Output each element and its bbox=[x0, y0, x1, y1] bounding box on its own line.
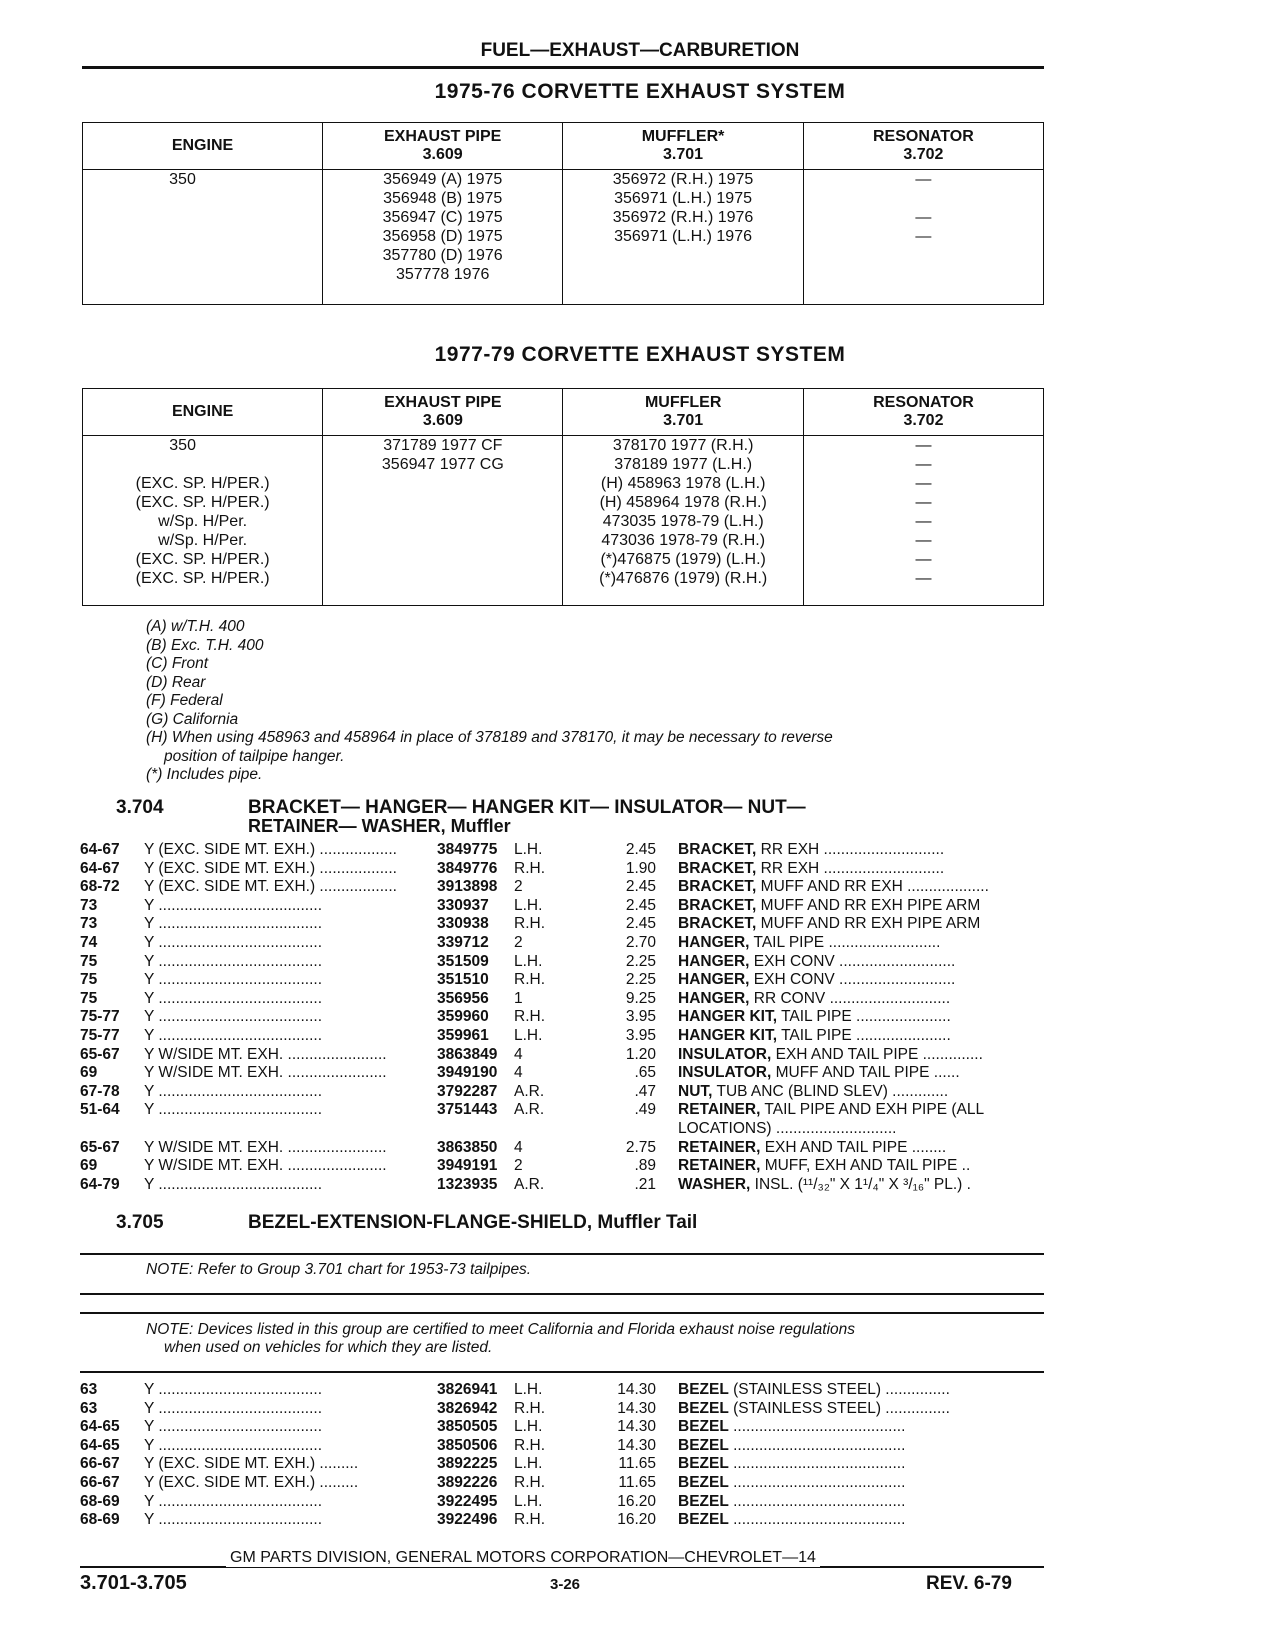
part-name bbox=[678, 933, 1043, 952]
part-row bbox=[0, 1417, 1280, 1436]
part-name-key: BEZEL bbox=[678, 1511, 729, 1529]
part-price: .47 bbox=[634, 1082, 656, 1100]
part-number: 3826941 bbox=[437, 1381, 498, 1398]
part-number: 3792287 bbox=[437, 1082, 498, 1100]
part-name-key: BEZEL bbox=[678, 1455, 729, 1473]
part-row bbox=[0, 1156, 1280, 1175]
footnote: (C) Front bbox=[146, 655, 208, 672]
part-description: Y ...................................... bbox=[144, 1418, 323, 1436]
note-certified-2: when used on vehicles for which they are listed. bbox=[164, 1339, 493, 1356]
table1-engine-col: 350 bbox=[83, 170, 323, 305]
part-name-key: HANGER, bbox=[678, 989, 750, 1007]
group-3705-number: 3.705 bbox=[116, 1212, 164, 1233]
part-number: 359960 bbox=[437, 1008, 489, 1026]
part-description: Y (EXC. SIDE MT. EXH.) ......... bbox=[144, 1474, 359, 1491]
part-row bbox=[0, 1175, 1280, 1194]
footnote: (A) w/T.H. 400 bbox=[146, 618, 245, 635]
part-quantity: R.H. bbox=[514, 1008, 545, 1026]
part-year: 65-67 bbox=[80, 1045, 120, 1063]
table1-title: 1975-76 CORVETTE EXHAUST SYSTEM bbox=[434, 80, 846, 103]
part-year: 68-69 bbox=[80, 1511, 120, 1529]
part-description: Y (EXC. SIDE MT. EXH.) .................. bbox=[144, 878, 397, 896]
part-row bbox=[0, 1100, 1280, 1119]
table1-muffler-col: 356972 (R.H.) 1975 356971 (L.H.) 1975 356972 (R.H.) 1976 356971 (L.H.) 1976 bbox=[563, 170, 803, 305]
part-description: Y (EXC. SIDE MT. EXH.) ......... bbox=[144, 1455, 359, 1473]
part-name-detail: RR CONV ............................ bbox=[749, 989, 951, 1007]
part-year: 75-77 bbox=[80, 1008, 120, 1026]
part-name-detail: RR EXH ............................ bbox=[756, 859, 945, 877]
part-number: 3849775 bbox=[437, 841, 498, 858]
part-year: 75-77 bbox=[80, 1027, 120, 1044]
table2-title: 1977-79 CORVETTE EXHAUST SYSTEM bbox=[434, 343, 846, 366]
part-year: 66-67 bbox=[80, 1455, 120, 1473]
part-row bbox=[0, 840, 1280, 859]
part-row bbox=[0, 1138, 1280, 1157]
part-name-detail: MUFF AND RR EXH PIPE ARM bbox=[756, 896, 981, 914]
part-quantity: A.R. bbox=[514, 1101, 545, 1119]
part-number: 3826942 bbox=[437, 1399, 498, 1417]
header-rule bbox=[82, 66, 1044, 69]
part-name-detail: ........................................ bbox=[728, 1511, 906, 1529]
part-quantity: R.H. bbox=[514, 859, 545, 877]
part-row bbox=[0, 1380, 1280, 1399]
part-price: .49 bbox=[634, 1101, 656, 1119]
part-quantity: 2 bbox=[514, 1157, 523, 1175]
part-quantity: L.H. bbox=[514, 896, 543, 914]
part-number: 3849776 bbox=[437, 859, 498, 877]
note-certified-1: NOTE: Devices listed in this group are certified to meet California and Florida exhaust noise regulations bbox=[146, 1321, 856, 1338]
part-price: .65 bbox=[634, 1064, 656, 1082]
part-price: 2.25 bbox=[625, 971, 656, 989]
part-name-key: BEZEL bbox=[678, 1418, 729, 1436]
part-name-detail: EXH AND TAIL PIPE .............. bbox=[771, 1045, 983, 1063]
part-quantity: R.H. bbox=[514, 1436, 545, 1454]
part-name bbox=[678, 1082, 1043, 1101]
part-name bbox=[678, 989, 1043, 1008]
part-row bbox=[0, 989, 1280, 1008]
part-year: 64-79 bbox=[80, 1175, 120, 1193]
part-price: .89 bbox=[634, 1157, 656, 1175]
part-quantity: L.H. bbox=[514, 1381, 543, 1398]
part-description: Y ...................................... bbox=[144, 1399, 323, 1417]
part-name bbox=[678, 914, 1043, 933]
part-name-detail: (STAINLESS STEEL) ............... bbox=[728, 1381, 950, 1398]
part-quantity: 4 bbox=[514, 1064, 523, 1082]
note1-rule-bottom bbox=[80, 1293, 1044, 1295]
part-description: Y ...................................... bbox=[144, 915, 323, 933]
part-quantity: R.H. bbox=[514, 915, 545, 933]
part-year: 63 bbox=[80, 1381, 98, 1398]
part-price: 14.30 bbox=[617, 1399, 656, 1417]
part-name-detail: EXH AND TAIL PIPE ........ bbox=[760, 1138, 947, 1156]
part-row bbox=[0, 1007, 1280, 1026]
part-name bbox=[678, 1417, 1043, 1436]
part-name-key: BRACKET, bbox=[678, 896, 757, 914]
part-quantity: 4 bbox=[514, 1138, 523, 1156]
part-year: 74 bbox=[80, 934, 98, 951]
part-price: 2.75 bbox=[625, 1138, 656, 1156]
part-description: Y ...................................... bbox=[144, 1436, 323, 1454]
part-description: Y W/SIDE MT. EXH. ....................... bbox=[144, 1045, 387, 1063]
part-name-key: INSULATOR, bbox=[678, 1045, 772, 1063]
footer-range: 3.701-3.705 bbox=[80, 1572, 187, 1594]
part-number: 3922495 bbox=[437, 1492, 498, 1510]
part-row bbox=[0, 1045, 1280, 1064]
part-quantity: L.H. bbox=[514, 1027, 543, 1044]
table1 bbox=[82, 122, 1044, 305]
footnote: (B) Exc. T.H. 400 bbox=[146, 636, 264, 654]
part-number: 3863849 bbox=[437, 1045, 498, 1063]
part-name-detail: EXH CONV ........................... bbox=[749, 971, 956, 989]
part-price: .21 bbox=[634, 1175, 656, 1193]
part-price: 11.65 bbox=[618, 1455, 656, 1473]
part-name-detail: ........................................ bbox=[728, 1418, 906, 1436]
part-price: 14.30 bbox=[617, 1381, 656, 1398]
part-number: 3913898 bbox=[437, 878, 498, 896]
part-name-detail: TAIL PIPE .......................... bbox=[749, 934, 941, 951]
part-number: 3949191 bbox=[437, 1157, 498, 1175]
part-year: 75 bbox=[80, 952, 98, 970]
part-name-key: WASHER, bbox=[678, 1175, 751, 1193]
part-name-key: RETAINER, bbox=[678, 1101, 761, 1119]
part-row bbox=[0, 1436, 1280, 1455]
part-quantity: L.H. bbox=[514, 1455, 543, 1473]
part-quantity: A.R. bbox=[514, 1175, 545, 1193]
part-name bbox=[678, 970, 1043, 989]
part-number: 3892226 bbox=[437, 1474, 498, 1491]
part-year: 75 bbox=[80, 971, 98, 989]
table2-muffler-col: 378170 1977 (R.H.) 378189 1977 (L.H.) (H) 458963 1978 (L.H.) (H) 458964 1978 (R.H.) 473035 1978-79 (L.H.) 473036 1978-79 (R.H.) (*)476875 (1979) (L.H.) (*)476876 (1979) (R.H.) bbox=[563, 436, 804, 606]
part-name-detail: TUB ANC (BLIND SLEV) ............. bbox=[712, 1082, 949, 1100]
part-name-detail: TAIL PIPE AND EXH PIPE (ALL bbox=[760, 1101, 985, 1119]
part-name-key: BEZEL bbox=[678, 1492, 729, 1510]
part-name-detail: INSL. (¹¹/₃₂" X 1¹/₄" X ³/₁₆" PL.) . bbox=[750, 1175, 971, 1193]
table1-header-muffler: MUFFLER* 3.701 bbox=[563, 123, 803, 170]
part-name-detail: MUFF AND RR EXH ................... bbox=[756, 878, 989, 896]
part-name-key: BEZEL bbox=[678, 1436, 729, 1454]
part-description: Y ...................................... bbox=[144, 1511, 323, 1529]
part-year: 63 bbox=[80, 1399, 98, 1417]
part-price: 2.45 bbox=[625, 841, 656, 858]
part-row bbox=[0, 952, 1280, 971]
part-description: Y ...................................... bbox=[144, 1101, 323, 1119]
part-name bbox=[678, 1156, 1043, 1175]
part-name-key: HANGER, bbox=[678, 952, 750, 970]
part-quantity: R.H. bbox=[514, 1399, 545, 1417]
part-name-key: HANGER, bbox=[678, 971, 750, 989]
part-name-key: BRACKET, bbox=[678, 841, 757, 858]
part-description: Y (EXC. SIDE MT. EXH.) .................. bbox=[144, 841, 397, 858]
part-row bbox=[0, 1063, 1280, 1082]
part-quantity: 2 bbox=[514, 878, 523, 896]
part-quantity: 1 bbox=[514, 989, 523, 1007]
part-name-detail: EXH CONV ........................... bbox=[749, 952, 956, 970]
part-description: Y ...................................... bbox=[144, 1492, 323, 1510]
part-description: Y ...................................... bbox=[144, 952, 323, 970]
part-name-detail: TAIL PIPE ...................... bbox=[777, 1008, 951, 1026]
table1-header-engine: ENGINE bbox=[83, 123, 323, 170]
part-name-detail: ........................................ bbox=[728, 1455, 906, 1473]
part-name bbox=[678, 1026, 1043, 1045]
part-name-key: HANGER, bbox=[678, 934, 750, 951]
note2-rule-bottom bbox=[80, 1371, 1044, 1373]
footer-rev: REV. 6-79 bbox=[926, 1573, 1012, 1594]
part-quantity: L.H. bbox=[514, 1492, 543, 1510]
group-3705-title: BEZEL-EXTENSION-FLANGE-SHIELD, Muffler Tail bbox=[248, 1212, 698, 1233]
part-row bbox=[0, 1399, 1280, 1418]
part-price: 1.90 bbox=[625, 859, 656, 877]
table2-engine-col: 350 (EXC. SP. H/PER.) (EXC. SP. H/PER.) w/Sp. H/Per. w/Sp. H/Per. (EXC. SP. H/PER.) (EXC. SP. H/PER.) bbox=[83, 436, 323, 606]
table2-header-resonator: RESONATOR 3.702 bbox=[803, 389, 1043, 436]
part-year: 64-67 bbox=[80, 841, 120, 858]
footer-page: 3-26 bbox=[550, 1576, 581, 1593]
part-name-key: BRACKET, bbox=[678, 859, 757, 877]
part-number: 3949190 bbox=[437, 1064, 498, 1082]
part-name-key: BRACKET, bbox=[678, 915, 757, 933]
part-number: 3922496 bbox=[437, 1511, 498, 1529]
note2-rule-top bbox=[80, 1312, 1044, 1314]
part-price: 14.30 bbox=[617, 1436, 656, 1454]
part-name-detail: RR EXH ............................ bbox=[756, 841, 945, 858]
group-3704-title-1: BRACKET— HANGER— HANGER KIT— INSULATOR— NUT— bbox=[248, 797, 806, 818]
part-name bbox=[678, 1436, 1043, 1455]
part-name-detail: LOCATIONS) ............................ bbox=[678, 1120, 897, 1137]
part-price: 2.45 bbox=[625, 878, 656, 896]
part-row bbox=[0, 877, 1280, 896]
part-number: 3863850 bbox=[437, 1138, 498, 1156]
part-price: 16.20 bbox=[617, 1511, 656, 1529]
part-description: Y ...................................... bbox=[144, 1008, 323, 1026]
part-name-detail: ........................................ bbox=[728, 1474, 906, 1491]
part-description: Y W/SIDE MT. EXH. ....................... bbox=[144, 1157, 387, 1175]
part-name-key: RETAINER, bbox=[678, 1138, 761, 1156]
part-price: 9.25 bbox=[625, 989, 656, 1007]
part-description: Y ...................................... bbox=[144, 1175, 323, 1193]
part-name bbox=[678, 1510, 1043, 1529]
part-name-key: BEZEL bbox=[678, 1474, 729, 1491]
part-description: Y ...................................... bbox=[144, 1082, 323, 1100]
part-number: 330937 bbox=[437, 896, 489, 914]
part-name bbox=[678, 1100, 1043, 1119]
part-quantity: R.H. bbox=[514, 1474, 545, 1491]
footnote: (F) Federal bbox=[146, 692, 223, 709]
part-year: 65-67 bbox=[80, 1138, 120, 1156]
part-row bbox=[0, 1119, 1280, 1138]
part-number: 1323935 bbox=[437, 1175, 498, 1193]
part-year: 75 bbox=[80, 989, 98, 1007]
part-description: Y ...................................... bbox=[144, 1027, 323, 1044]
footnote: (G) California bbox=[146, 710, 239, 728]
part-row bbox=[0, 1026, 1280, 1045]
part-year: 64-65 bbox=[80, 1436, 120, 1454]
footnote: position of tailpipe hanger. bbox=[164, 747, 345, 765]
part-number: 339712 bbox=[437, 934, 489, 951]
part-name bbox=[678, 1473, 1043, 1492]
part-year: 67-78 bbox=[80, 1082, 120, 1100]
table1-resonator-col: — — — bbox=[803, 170, 1043, 305]
footer-publisher: GM PARTS DIVISION, GENERAL MOTORS CORPORATION—CHEVROLET—14 bbox=[226, 1549, 820, 1567]
part-quantity: 4 bbox=[514, 1045, 523, 1063]
table1-header-resonator: RESONATOR 3.702 bbox=[803, 123, 1043, 170]
group-3704-title-2: RETAINER— WASHER, Muffler bbox=[248, 816, 511, 836]
part-row bbox=[0, 1082, 1280, 1101]
part-number: 3850505 bbox=[437, 1418, 498, 1436]
part-price: 11.65 bbox=[618, 1474, 656, 1491]
part-name-key: BEZEL bbox=[678, 1399, 729, 1417]
part-description: Y ...................................... bbox=[144, 989, 323, 1007]
part-name bbox=[678, 840, 1043, 859]
table1-header-exhaust: EXHAUST PIPE 3.609 bbox=[323, 123, 563, 170]
part-year: 51-64 bbox=[80, 1101, 120, 1119]
part-row bbox=[0, 933, 1280, 952]
part-price: 2.45 bbox=[625, 896, 656, 914]
part-name bbox=[678, 1380, 1043, 1399]
part-description: Y (EXC. SIDE MT. EXH.) .................. bbox=[144, 859, 397, 877]
part-row bbox=[0, 970, 1280, 989]
footnote: (D) Rear bbox=[146, 673, 206, 691]
part-year: 73 bbox=[80, 915, 98, 933]
table1-exhaust-col: 356949 (A) 1975 356948 (B) 1975 356947 (C) 1975 356958 (D) 1975 357780 (D) 1976 357778 1976 bbox=[323, 170, 563, 305]
part-row bbox=[0, 1492, 1280, 1511]
part-number: 359961 bbox=[437, 1027, 489, 1044]
part-row bbox=[0, 914, 1280, 933]
part-quantity: R.H. bbox=[514, 1511, 545, 1529]
part-name-detail: TAIL PIPE ...................... bbox=[777, 1027, 951, 1044]
part-name bbox=[678, 952, 1043, 971]
part-description: Y ...................................... bbox=[144, 896, 323, 914]
part-price: 1.20 bbox=[625, 1045, 656, 1063]
part-quantity: L.H. bbox=[514, 841, 543, 858]
part-quantity: R.H. bbox=[514, 971, 545, 989]
table2-header-muffler: MUFFLER 3.701 bbox=[563, 389, 804, 436]
part-year: 68-69 bbox=[80, 1492, 120, 1510]
note-tailpipes: NOTE: Refer to Group 3.701 chart for 1953-73 tailpipes. bbox=[146, 1261, 532, 1278]
part-quantity: L.H. bbox=[514, 1418, 543, 1436]
part-name-detail: MUFF AND RR EXH PIPE ARM bbox=[756, 915, 981, 933]
part-number: 3751443 bbox=[437, 1101, 498, 1119]
part-name-detail: (STAINLESS STEEL) ............... bbox=[728, 1399, 950, 1417]
part-name bbox=[678, 1045, 1043, 1064]
part-year: 66-67 bbox=[80, 1474, 120, 1491]
part-description: Y ...................................... bbox=[144, 934, 323, 951]
part-price: 2.70 bbox=[625, 934, 656, 951]
part-name-detail: ........................................ bbox=[728, 1492, 906, 1510]
part-name bbox=[678, 1007, 1043, 1026]
part-year: 64-65 bbox=[80, 1418, 120, 1436]
part-name-key: BRACKET, bbox=[678, 878, 757, 896]
section-header: FUEL—EXHAUST—CARBURETION bbox=[480, 40, 800, 61]
part-price: 14.30 bbox=[617, 1418, 656, 1436]
part-name bbox=[678, 1492, 1043, 1511]
part-year: 69 bbox=[80, 1157, 98, 1175]
table2-header-engine: ENGINE bbox=[83, 389, 323, 436]
part-year: 73 bbox=[80, 896, 98, 914]
part-number: 356956 bbox=[437, 989, 489, 1007]
part-name-key: BEZEL bbox=[678, 1381, 729, 1398]
part-price: 2.45 bbox=[625, 915, 656, 933]
part-number: 351510 bbox=[437, 971, 489, 989]
part-quantity: 2 bbox=[514, 934, 523, 951]
part-name bbox=[678, 1138, 1043, 1157]
table2-resonator-col: — — — — — — — — bbox=[803, 436, 1043, 606]
footnotes bbox=[146, 618, 833, 785]
part-name-detail: MUFF AND TAIL PIPE ...... bbox=[771, 1064, 960, 1082]
part-description: Y ...................................... bbox=[144, 1381, 323, 1398]
footnote: (H) When using 458963 and 458964 in place of 378189 and 378170, it may be necessary to reverse bbox=[146, 729, 833, 746]
table2-header-exhaust: EXHAUST PIPE 3.609 bbox=[323, 389, 563, 436]
part-name-key: RETAINER, bbox=[678, 1157, 761, 1175]
part-year: 64-67 bbox=[80, 859, 120, 877]
part-row bbox=[0, 1510, 1280, 1529]
part-row bbox=[0, 859, 1280, 878]
group-3704-number: 3.704 bbox=[116, 797, 164, 818]
part-description: Y W/SIDE MT. EXH. ....................... bbox=[144, 1138, 387, 1156]
part-price: 16.20 bbox=[617, 1492, 656, 1510]
part-price: 2.25 bbox=[625, 952, 656, 970]
part-number: 351509 bbox=[437, 952, 489, 970]
part-name bbox=[678, 877, 1043, 896]
part-row bbox=[0, 896, 1280, 915]
part-name-detail: MUFF, EXH AND TAIL PIPE .. bbox=[760, 1157, 971, 1175]
part-year: 68-72 bbox=[80, 878, 120, 896]
part-price: 3.95 bbox=[625, 1008, 656, 1026]
part-name bbox=[678, 1454, 1043, 1473]
part-row bbox=[0, 1473, 1280, 1492]
part-row bbox=[0, 1454, 1280, 1473]
part-year: 69 bbox=[80, 1064, 98, 1082]
part-price: 3.95 bbox=[625, 1027, 656, 1044]
part-name-key: HANGER KIT, bbox=[678, 1027, 778, 1044]
note1-rule-top bbox=[80, 1253, 1044, 1255]
footnote: (*) Includes pipe. bbox=[146, 766, 263, 783]
table2-exhaust-col: 371789 1977 CF 356947 1977 CG bbox=[323, 436, 563, 606]
part-number: 330938 bbox=[437, 915, 489, 933]
part-name-detail: ........................................ bbox=[728, 1436, 906, 1454]
part-name-key: INSULATOR, bbox=[678, 1064, 772, 1082]
part-number: 3892225 bbox=[437, 1455, 498, 1473]
part-quantity: A.R. bbox=[514, 1082, 545, 1100]
part-name-key: NUT, bbox=[678, 1082, 713, 1100]
part-description: Y ...................................... bbox=[144, 971, 323, 989]
part-name bbox=[678, 1119, 1043, 1138]
part-name-key: HANGER KIT, bbox=[678, 1008, 778, 1026]
part-number: 3850506 bbox=[437, 1436, 498, 1454]
part-name bbox=[678, 896, 1043, 915]
part-name bbox=[678, 859, 1043, 878]
part-description: Y W/SIDE MT. EXH. ....................... bbox=[144, 1064, 387, 1082]
part-quantity: L.H. bbox=[514, 952, 543, 970]
part-name bbox=[678, 1175, 1043, 1194]
part-name bbox=[678, 1063, 1043, 1082]
table2 bbox=[82, 388, 1044, 606]
part-name bbox=[678, 1399, 1043, 1418]
